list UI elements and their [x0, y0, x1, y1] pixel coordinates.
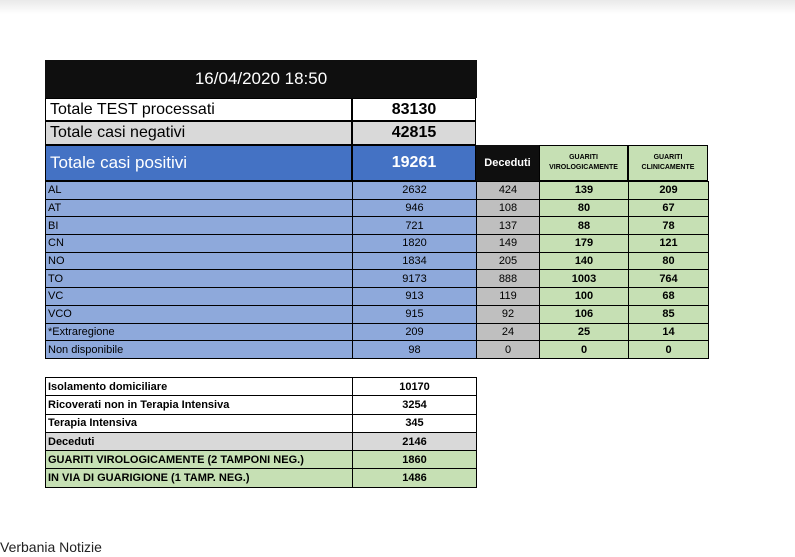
province-deaths: 92 — [477, 305, 540, 323]
table-row — [46, 469, 477, 487]
positives-value: 19261 — [352, 145, 476, 181]
province-recovered-clin: 67 — [629, 199, 709, 217]
province-positives: 9173 — [353, 270, 477, 288]
positives-label: Totale casi positivi — [45, 145, 352, 181]
province-recovered-clin: 14 — [629, 323, 709, 341]
province-recovered-viro: 88 — [540, 217, 629, 235]
province-positives: 1820 — [353, 235, 477, 253]
source-credit: Verbania Notizie — [0, 539, 102, 555]
table-row — [46, 414, 477, 432]
table-row — [46, 305, 709, 323]
table-row — [46, 451, 477, 469]
province-deaths: 108 — [477, 199, 540, 217]
top-bar — [0, 0, 795, 14]
province-name: TO — [46, 270, 353, 288]
recovered-clin-column-header: GUARITI CLINICAMENTE — [628, 145, 708, 181]
province-name: VCO — [46, 305, 353, 323]
negatives-label: Totale casi negativi — [45, 121, 352, 145]
province-recovered-clin: 764 — [629, 270, 709, 288]
province-recovered-clin: 68 — [629, 288, 709, 306]
province-name: BI — [46, 217, 353, 235]
table-row — [46, 432, 477, 450]
province-deaths: 137 — [477, 217, 540, 235]
province-deaths: 0 — [477, 341, 540, 359]
table-row — [46, 378, 477, 396]
tests-value: 83130 — [352, 98, 476, 121]
province-recovered-clin: 78 — [629, 217, 709, 235]
status-value: 1860 — [353, 451, 477, 469]
province-positives: 946 — [353, 199, 477, 217]
province-positives: 209 — [353, 323, 477, 341]
status-value: 2146 — [353, 432, 477, 450]
table-row — [46, 199, 709, 217]
province-recovered-viro: 106 — [540, 305, 629, 323]
province-table — [45, 181, 709, 359]
province-recovered-viro: 25 — [540, 323, 629, 341]
province-recovered-viro: 179 — [540, 235, 629, 253]
status-label: IN VIA DI GUARIGIONE (1 TAMP. NEG.) — [46, 469, 353, 487]
province-recovered-viro: 140 — [540, 252, 629, 270]
province-recovered-clin: 0 — [629, 341, 709, 359]
table-row — [46, 341, 709, 359]
province-positives: 915 — [353, 305, 477, 323]
province-deaths: 24 — [477, 323, 540, 341]
province-name: CN — [46, 235, 353, 253]
province-positives: 2632 — [353, 182, 477, 200]
status-label: Ricoverati non in Terapia Intensiva — [46, 396, 353, 414]
province-name: VC — [46, 288, 353, 306]
table-row — [46, 235, 709, 253]
province-recovered-viro: 80 — [540, 199, 629, 217]
province-deaths: 888 — [477, 270, 540, 288]
status-label: Isolamento domiciliare — [46, 378, 353, 396]
status-label: Deceduti — [46, 432, 353, 450]
province-positives: 98 — [353, 341, 477, 359]
table-row — [46, 217, 709, 235]
report-datetime: 16/04/2020 18:50 — [45, 60, 477, 98]
province-recovered-clin: 209 — [629, 182, 709, 200]
province-positives: 721 — [353, 217, 477, 235]
province-name: Non disponibile — [46, 341, 353, 359]
province-recovered-viro: 1003 — [540, 270, 629, 288]
status-value: 10170 — [353, 378, 477, 396]
province-deaths: 424 — [477, 182, 540, 200]
table-row — [46, 396, 477, 414]
recovered-viro-column-header: GUARITI VIROLOGICAMENTE — [539, 145, 628, 181]
province-name: AT — [46, 199, 353, 217]
tests-label: Totale TEST processati — [45, 98, 352, 121]
negatives-value: 42815 — [352, 121, 476, 145]
status-label: GUARITI VIROLOGICAMENTE (2 TAMPONI NEG.) — [46, 451, 353, 469]
province-name: NO — [46, 252, 353, 270]
table-row — [46, 252, 709, 270]
province-positives: 913 — [353, 288, 477, 306]
province-deaths: 205 — [477, 252, 540, 270]
status-table — [45, 377, 477, 488]
province-deaths: 119 — [477, 288, 540, 306]
status-label: Terapia Intensiva — [46, 414, 353, 432]
province-recovered-viro: 100 — [540, 288, 629, 306]
status-value: 345 — [353, 414, 477, 432]
province-recovered-viro: 139 — [540, 182, 629, 200]
province-recovered-viro: 0 — [540, 341, 629, 359]
table-row — [46, 182, 709, 200]
province-positives: 1834 — [353, 252, 477, 270]
table-row — [46, 288, 709, 306]
province-recovered-clin: 85 — [629, 305, 709, 323]
province-name: AL — [46, 182, 353, 200]
status-value: 1486 — [353, 469, 477, 487]
province-recovered-clin: 80 — [629, 252, 709, 270]
province-name: *Extraregione — [46, 323, 353, 341]
deaths-column-header: Deceduti — [476, 145, 539, 181]
province-recovered-clin: 121 — [629, 235, 709, 253]
table-row — [46, 323, 709, 341]
province-deaths: 149 — [477, 235, 540, 253]
status-value: 3254 — [353, 396, 477, 414]
table-row — [46, 270, 709, 288]
